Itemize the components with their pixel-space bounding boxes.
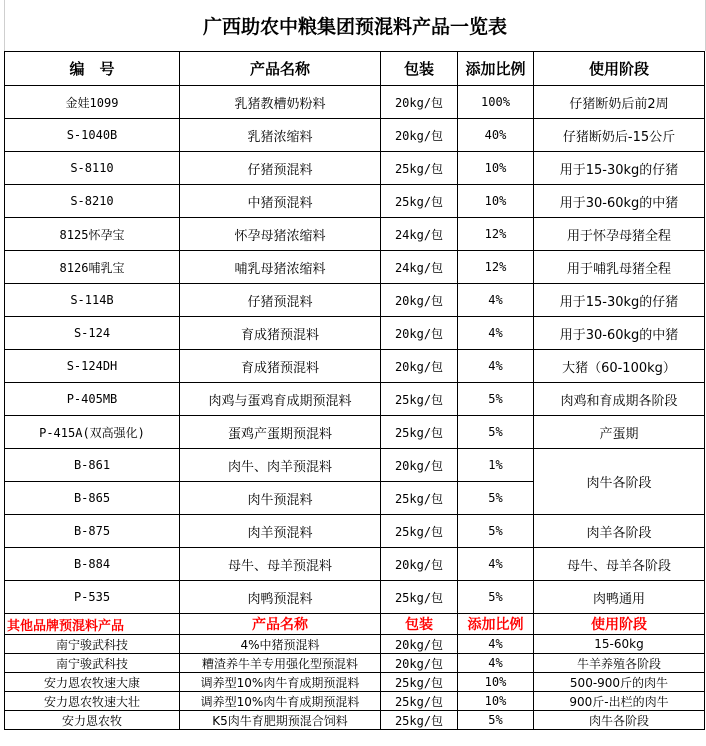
other-product-pack: 20kg/包 <box>381 654 458 673</box>
other-header-ratio: 添加比例 <box>458 614 534 635</box>
product-pack: 20kg/包 <box>381 350 458 383</box>
table-row <box>5 449 705 482</box>
other-brand-row <box>5 711 705 730</box>
product-stage: 肉鸡和育成期各阶段 <box>534 383 705 416</box>
header-code: 编 号 <box>5 52 180 86</box>
header-stage: 使用阶段 <box>534 52 705 86</box>
other-product-stage: 肉牛各阶段 <box>534 711 705 730</box>
product-code: B-884 <box>5 548 180 581</box>
product-code: S-1040B <box>5 119 180 152</box>
product-ratio: 5% <box>458 515 534 548</box>
product-pack: 25kg/包 <box>381 482 458 515</box>
other-brands-header-row <box>5 614 705 635</box>
product-code: S-114B <box>5 284 180 317</box>
other-product-name: 糟渣养牛羊专用强化型预混料 <box>180 654 381 673</box>
product-stage: 用于15-30kg的仔猪 <box>534 152 705 185</box>
other-brand: 安力恩农牧速大康 <box>5 673 180 692</box>
product-pack: 20kg/包 <box>381 317 458 350</box>
product-stage: 大猪（60-100kg） <box>534 350 705 383</box>
product-code: B-865 <box>5 482 180 515</box>
product-pack: 24kg/包 <box>381 218 458 251</box>
table-header-row <box>5 52 705 86</box>
header-pack: 包装 <box>381 52 458 86</box>
table-row <box>5 416 705 449</box>
header-name: 产品名称 <box>180 52 381 86</box>
other-product-ratio: 10% <box>458 673 534 692</box>
other-brand-row <box>5 635 705 654</box>
product-pack: 25kg/包 <box>381 416 458 449</box>
product-name: 蛋鸡产蛋期预混料 <box>180 416 381 449</box>
product-code: S-8110 <box>5 152 180 185</box>
product-code: 8126哺乳宝 <box>5 251 180 284</box>
product-code: B-875 <box>5 515 180 548</box>
other-product-name: 调养型10%肉牛育成期预混料 <box>180 673 381 692</box>
other-header-stage: 使用阶段 <box>534 614 705 635</box>
product-ratio: 5% <box>458 383 534 416</box>
other-product-stage: 500-900斤的肉牛 <box>534 673 705 692</box>
product-name: 育成猪预混料 <box>180 317 381 350</box>
product-stage: 用于哺乳母猪全程 <box>534 251 705 284</box>
other-product-stage: 15-60kg <box>534 635 705 654</box>
product-ratio: 100% <box>458 86 534 119</box>
product-code: P-405MB <box>5 383 180 416</box>
product-table <box>4 51 705 730</box>
product-stage: 仔猪断奶后-15公斤 <box>534 119 705 152</box>
other-product-name: 4%中猪预混料 <box>180 635 381 654</box>
product-ratio: 5% <box>458 416 534 449</box>
product-name: 育成猪预混料 <box>180 350 381 383</box>
product-pack: 25kg/包 <box>381 152 458 185</box>
other-brand: 南宁骏武科技 <box>5 635 180 654</box>
table-row <box>5 284 705 317</box>
product-code: 金娃1099 <box>5 86 180 119</box>
header-ratio: 添加比例 <box>458 52 534 86</box>
table-row <box>5 581 705 614</box>
product-stage: 产蛋期 <box>534 416 705 449</box>
product-code: 8125怀孕宝 <box>5 218 180 251</box>
other-product-stage: 牛羊养殖各阶段 <box>534 654 705 673</box>
other-header-brand: 其他品牌预混料产品 <box>5 614 180 635</box>
other-brand: 安力恩农牧速大壮 <box>5 692 180 711</box>
product-code: B-861 <box>5 449 180 482</box>
table-row <box>5 218 705 251</box>
product-ratio: 5% <box>458 482 534 515</box>
table-row <box>5 350 705 383</box>
product-name: 母牛、母羊预混料 <box>180 548 381 581</box>
product-ratio: 5% <box>458 581 534 614</box>
product-pack: 24kg/包 <box>381 251 458 284</box>
table-row <box>5 383 705 416</box>
product-name: 仔猪预混料 <box>180 152 381 185</box>
other-product-pack: 25kg/包 <box>381 692 458 711</box>
table-row <box>5 317 705 350</box>
other-product-pack: 25kg/包 <box>381 711 458 730</box>
other-brand: 安力恩农牧 <box>5 711 180 730</box>
product-name: 肉鸭预混料 <box>180 581 381 614</box>
other-header-name: 产品名称 <box>180 614 381 635</box>
product-name: 哺乳母猪浓缩料 <box>180 251 381 284</box>
product-stage: 用于15-30kg的仔猪 <box>534 284 705 317</box>
other-brand-row <box>5 673 705 692</box>
product-pack: 20kg/包 <box>381 449 458 482</box>
product-ratio: 4% <box>458 317 534 350</box>
product-ratio: 4% <box>458 284 534 317</box>
product-stage: 用于30-60kg的中猪 <box>534 185 705 218</box>
other-product-ratio: 4% <box>458 654 534 673</box>
product-stage: 肉羊各阶段 <box>534 515 705 548</box>
table-row <box>5 86 705 119</box>
product-code: S-8210 <box>5 185 180 218</box>
product-name: 肉鸡与蛋鸡育成期预混料 <box>180 383 381 416</box>
product-pack: 25kg/包 <box>381 515 458 548</box>
sheet-title: 广西助农中粮集团预混料产品一览表 <box>4 0 706 51</box>
other-product-name: K5肉牛育肥期预混合饲料 <box>180 711 381 730</box>
other-product-pack: 20kg/包 <box>381 635 458 654</box>
product-pack: 25kg/包 <box>381 185 458 218</box>
other-brand: 南宁骏武科技 <box>5 654 180 673</box>
product-stage: 仔猪断奶后前2周 <box>534 86 705 119</box>
product-code: S-124 <box>5 317 180 350</box>
other-product-stage: 900斤-出栏的肉牛 <box>534 692 705 711</box>
product-stage: 用于怀孕母猪全程 <box>534 218 705 251</box>
table-row <box>5 515 705 548</box>
product-code: P-535 <box>5 581 180 614</box>
product-pack: 20kg/包 <box>381 284 458 317</box>
product-stage: 肉牛各阶段 <box>534 449 705 515</box>
other-brand-row <box>5 654 705 673</box>
product-name: 肉牛、肉羊预混料 <box>180 449 381 482</box>
product-name: 中猪预混料 <box>180 185 381 218</box>
product-name: 仔猪预混料 <box>180 284 381 317</box>
other-header-pack: 包装 <box>381 614 458 635</box>
other-product-name: 调养型10%肉牛育成期预混料 <box>180 692 381 711</box>
product-ratio: 1% <box>458 449 534 482</box>
product-ratio: 12% <box>458 251 534 284</box>
product-stage: 用于30-60kg的中猪 <box>534 317 705 350</box>
product-ratio: 4% <box>458 548 534 581</box>
product-code: P-415A(双高强化) <box>5 416 180 449</box>
product-ratio: 10% <box>458 185 534 218</box>
product-name: 乳猪浓缩料 <box>180 119 381 152</box>
product-pack: 25kg/包 <box>381 383 458 416</box>
table-row <box>5 152 705 185</box>
product-ratio: 4% <box>458 350 534 383</box>
product-ratio: 10% <box>458 152 534 185</box>
product-pack: 25kg/包 <box>381 581 458 614</box>
product-ratio: 40% <box>458 119 534 152</box>
other-brand-row <box>5 692 705 711</box>
table-row <box>5 251 705 284</box>
product-pack: 20kg/包 <box>381 548 458 581</box>
other-product-pack: 25kg/包 <box>381 673 458 692</box>
other-product-ratio: 10% <box>458 692 534 711</box>
product-stage: 肉鸭通用 <box>534 581 705 614</box>
product-name: 肉牛预混料 <box>180 482 381 515</box>
table-row <box>5 185 705 218</box>
product-code: S-124DH <box>5 350 180 383</box>
table-row <box>5 548 705 581</box>
other-product-ratio: 5% <box>458 711 534 730</box>
product-pack: 20kg/包 <box>381 119 458 152</box>
product-pack: 20kg/包 <box>381 86 458 119</box>
product-stage: 母牛、母羊各阶段 <box>534 548 705 581</box>
product-name: 肉羊预混料 <box>180 515 381 548</box>
product-ratio: 12% <box>458 218 534 251</box>
product-name: 怀孕母猪浓缩料 <box>180 218 381 251</box>
product-name: 乳猪教槽奶粉料 <box>180 86 381 119</box>
table-row <box>5 119 705 152</box>
other-product-ratio: 4% <box>458 635 534 654</box>
